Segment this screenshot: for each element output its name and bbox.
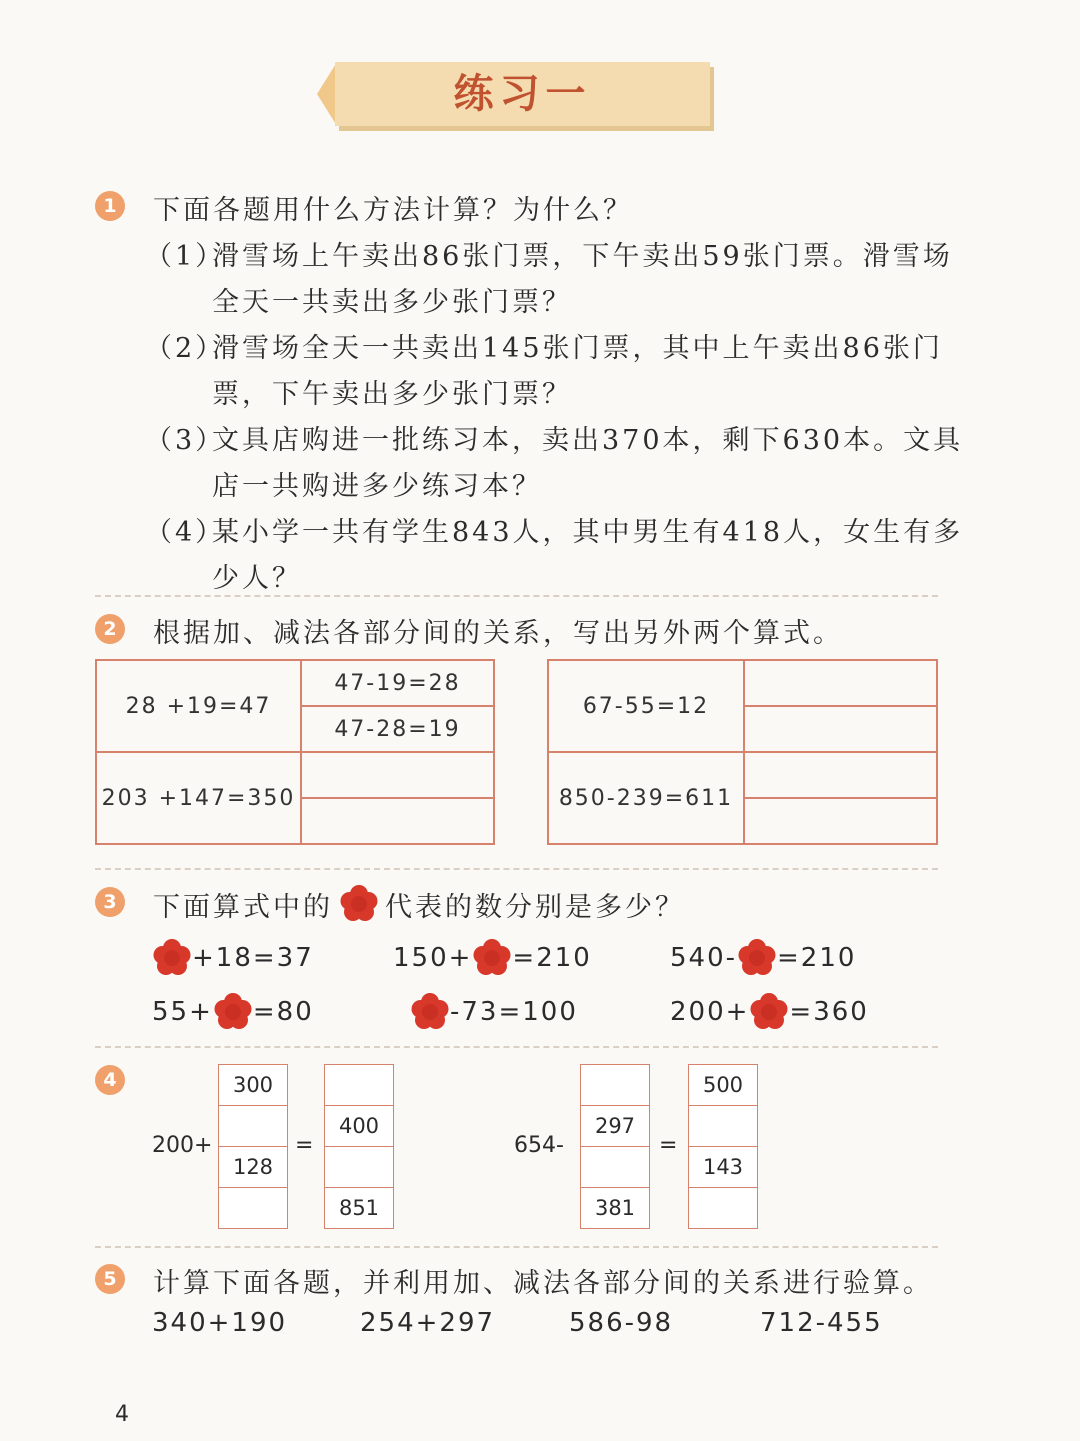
- red-flower-icon[interactable]: [152, 938, 192, 978]
- q3-prompt-after: 代表的数分别是多少？: [385, 891, 685, 923]
- output-cell[interactable]: [689, 1106, 757, 1147]
- q3-equation: [152, 938, 314, 978]
- input-cell[interactable]: [581, 1065, 649, 1106]
- output-cell[interactable]: 500: [689, 1065, 757, 1106]
- q1-item-line: 文具店购进一批练习本，卖出370本，剩下630本。文具: [212, 425, 964, 456]
- q5-prompt: 计算下面各题，并利用加、减法各部分间的关系进行验算。: [153, 1268, 933, 1299]
- eq-after: =360: [789, 997, 869, 1027]
- section-divider: [95, 1246, 938, 1248]
- q1-item-line: 某小学一共有学生843人，其中男生有418人，女生有多: [212, 517, 964, 548]
- eq-before: 55+: [152, 997, 213, 1027]
- q4-left-output-column: [324, 1064, 394, 1229]
- eq-before: 200+: [670, 997, 750, 1027]
- q3-equation: [393, 938, 592, 978]
- q5-problem: 340+190: [152, 1308, 288, 1338]
- answer-cell[interactable]: [301, 752, 494, 798]
- answer-cell[interactable]: 47-28=19: [301, 706, 494, 752]
- q3-equation: [410, 992, 578, 1032]
- output-cell[interactable]: 143: [689, 1147, 757, 1188]
- eq-after: +18=37: [192, 943, 314, 973]
- answer-cell[interactable]: [744, 706, 937, 752]
- input-cell[interactable]: [581, 1147, 649, 1188]
- question-number-3: 3: [95, 887, 125, 917]
- red-flower-icon[interactable]: [472, 938, 512, 978]
- eq-after: -73=100: [450, 997, 578, 1027]
- q3-prompt-before: 下面算式中的: [153, 891, 333, 923]
- q1-item-label: （3）: [145, 425, 226, 456]
- q4-right-equals: =: [659, 1133, 678, 1158]
- input-cell[interactable]: [219, 1188, 287, 1228]
- q5-problem: 586-98: [569, 1308, 674, 1338]
- section-divider: [95, 1046, 938, 1048]
- output-cell[interactable]: [689, 1188, 757, 1228]
- red-flower-icon[interactable]: [410, 992, 450, 1032]
- q5-problem: 712-455: [760, 1308, 883, 1338]
- q4-left-input-column: [218, 1064, 288, 1229]
- input-cell[interactable]: 381: [594, 1196, 636, 1220]
- eq-after: =210: [777, 943, 857, 973]
- q4-left-operator: 200+: [152, 1133, 213, 1158]
- answer-cell[interactable]: 47-19=28: [301, 660, 494, 706]
- output-cell[interactable]: [325, 1065, 393, 1106]
- q1-prompt: 下面各题用什么方法计算？为什么？: [153, 195, 633, 226]
- q2-right-table: [547, 659, 938, 845]
- given-equation: 28 +19=47: [96, 660, 301, 752]
- answer-cell[interactable]: [301, 798, 494, 844]
- title-banner-tip: [317, 62, 337, 126]
- red-flower-icon[interactable]: [749, 992, 789, 1032]
- answer-cell[interactable]: [744, 752, 937, 798]
- q4-left-equals: =: [295, 1133, 314, 1158]
- q3-prompt: [153, 884, 685, 924]
- q4-right-input-column: [580, 1064, 650, 1229]
- q1-item-line: 店一共购进多少练习本？: [212, 471, 542, 502]
- answer-cell[interactable]: [744, 798, 937, 844]
- page-number: 4: [115, 1402, 129, 1427]
- input-cell[interactable]: [219, 1106, 287, 1147]
- q2-prompt: 根据加、减法各部分间的关系，写出另外两个算式。: [153, 618, 843, 649]
- q1-item-line: 滑雪场全天一共卖出145张门票，其中上午卖出86张门: [212, 333, 943, 364]
- question-number-2: 2: [95, 614, 125, 644]
- q3-equation: [152, 992, 314, 1032]
- question-number-5: 5: [95, 1264, 125, 1294]
- q4-right-operator: 654-: [514, 1133, 564, 1158]
- eq-before: 540-: [670, 943, 738, 973]
- answer-cell[interactable]: [744, 660, 937, 706]
- q1-item-label: （2）: [145, 333, 226, 364]
- q1-item-line: 票，下午卖出多少张门票？: [212, 379, 572, 410]
- eq-after: =210: [512, 943, 592, 973]
- eq-before: 150+: [393, 943, 473, 973]
- q1-item-label: （4）: [145, 517, 226, 548]
- output-cell[interactable]: [325, 1147, 393, 1188]
- given-equation: 850-239=611: [548, 752, 744, 844]
- page-title: 练习一: [453, 70, 592, 117]
- input-cell[interactable]: 300: [219, 1065, 287, 1106]
- output-cell[interactable]: 400: [325, 1106, 393, 1147]
- input-cell[interactable]: 128: [219, 1147, 287, 1188]
- q5-problem: 254+297: [360, 1308, 496, 1338]
- output-cell[interactable]: 851: [338, 1196, 380, 1220]
- q1-item-line: 全天一共卖出多少张门票？: [212, 287, 572, 318]
- red-flower-icon: [339, 884, 379, 924]
- q1-item-line: 滑雪场上午卖出86张门票，下午卖出59张门票。滑雪场: [212, 241, 953, 272]
- question-number-1: 1: [95, 191, 125, 221]
- section-divider: [95, 868, 938, 870]
- q4-right-output-column: [688, 1064, 758, 1229]
- q3-equation: [670, 992, 869, 1032]
- q3-equation: [670, 938, 856, 978]
- q1-item-label: （1）: [145, 241, 226, 272]
- red-flower-icon[interactable]: [737, 938, 777, 978]
- q2-left-table: [95, 659, 495, 845]
- q1-item-line: 少人？: [212, 563, 302, 594]
- eq-after: =80: [252, 997, 314, 1027]
- red-flower-icon[interactable]: [213, 992, 253, 1032]
- input-cell[interactable]: 297: [581, 1106, 649, 1147]
- section-divider: [95, 595, 938, 597]
- given-equation: 67-55=12: [548, 660, 744, 752]
- question-number-4: 4: [95, 1065, 125, 1095]
- given-equation: 203 +147=350: [96, 752, 301, 844]
